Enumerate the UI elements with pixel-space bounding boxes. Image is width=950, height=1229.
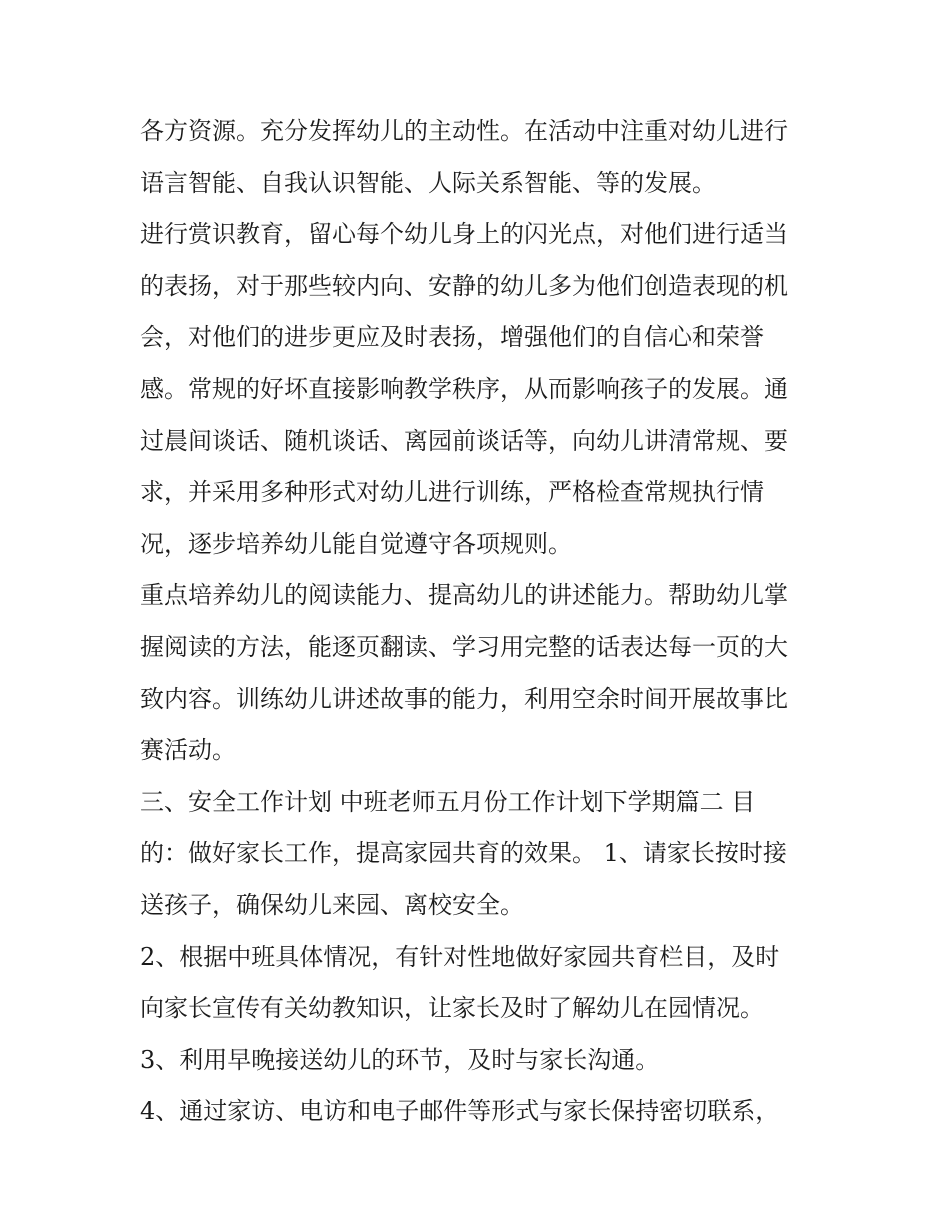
text-line: 的表扬，对于那些较内向、安静的幼儿多为他们创造表现的机 [140,271,788,300]
text-line: 过晨间谈话、随机谈话、离园前谈话等，向幼儿讲清常规、要 [140,426,788,455]
text-line: 2、根据中班具体情况，有针对性地做好家园共育栏目，及时 [140,942,780,971]
text-line: 语言智能、自我认识智能、人际关系智能、等的发展。 [140,168,716,197]
text-line: 重点培养幼儿的阅读能力、提高幼儿的讲述能力。帮助幼儿掌 [140,581,788,610]
text-line: 三、安全工作计划 中班老师五月份工作计划下学期篇二 目 [140,787,756,816]
text-line: 4、通过家访、电访和电子邮件等形式与家长保持密切联系， [140,1097,780,1126]
text-line: 各方资源。充分发挥幼儿的主动性。在活动中注重对幼儿进行 [140,117,788,145]
document-body [140,106,820,1138]
text-line: 向家长宣传有关幼教知识，让家长及时了解幼儿在园情况。 [140,994,764,1023]
text-line: 求，并采用多种形式对幼儿进行训练，严格检查常规执行情 [140,478,764,507]
text-line: 的：做好家长工作，提高家园共育的效果。 1、请家长按时接 [140,839,787,868]
text-line: 送孩子，确保幼儿来园、离校安全。 [140,890,524,919]
text-line: 握阅读的方法，能逐页翻读、学习用完整的话表达每一页的大 [140,632,788,661]
text-line: 感。常规的好坏直接影响教学秩序，从而影响孩子的发展。通 [140,374,788,403]
text-line: 况，逐步培养幼儿能自觉遵守各项规则。 [140,529,572,558]
text-line: 进行赏识教育，留心每个幼儿身上的闪光点，对他们进行适当 [140,220,788,249]
text-line: 会，对他们的进步更应及时表扬，增强他们的自信心和荣誉 [140,323,764,352]
text-line: 3、利用早晚接送幼儿的环节，及时与家长沟通。 [140,1045,660,1074]
text-line: 致内容。训练幼儿讲述故事的能力，利用空余时间开展故事比 [140,684,788,713]
text-line: 赛活动。 [140,736,236,765]
